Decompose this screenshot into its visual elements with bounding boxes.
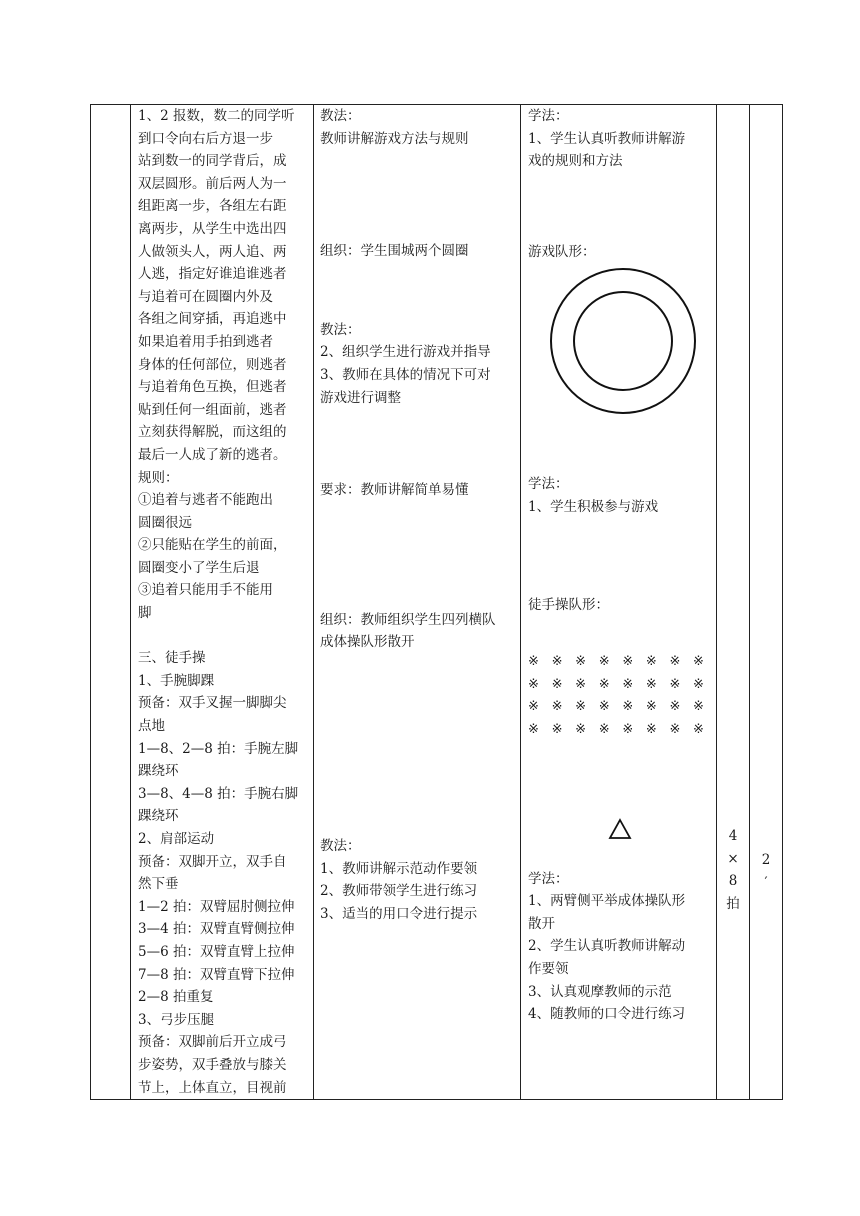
- student-mark-icon: ※: [575, 699, 587, 715]
- student-mark-icon: ※: [645, 721, 657, 737]
- content-line: ①追着与逃者不能跑出: [138, 492, 273, 509]
- content-line: 点地: [138, 718, 165, 735]
- student-mark-icon: ※: [693, 676, 704, 692]
- student-mark-icon: ※: [693, 654, 704, 670]
- student-mark-icon: ※: [551, 699, 563, 715]
- student-mark-icon: ※: [669, 654, 681, 670]
- student-mark-icon: ※: [528, 654, 539, 670]
- content-line: 三、徒手操: [138, 650, 206, 667]
- exercise-formation-label: 徒手操队形：: [528, 596, 609, 613]
- teacher-method-column: [314, 105, 521, 1100]
- student-mark-icon: ※: [528, 699, 539, 715]
- student-mark-icon: ※: [669, 676, 681, 692]
- content-line: 站到数一的同学背后，成: [138, 153, 287, 170]
- teacher-block-game-guidance: 教法： 2、组织学生进行游戏并指导 3、教师在具体的情况下可对 游戏进行调整: [320, 321, 491, 406]
- content-line: 各组之间穿插，再追逃中: [138, 311, 287, 328]
- content-line: 1、手腕脚踝: [138, 672, 215, 689]
- content-line: 人逃，指定好谁追谁逃者: [138, 266, 287, 283]
- content-line: 规则：: [138, 469, 179, 486]
- content-line: 如果追着用手拍到逃者: [138, 333, 273, 350]
- student-mark-icon: ※: [551, 654, 563, 670]
- count-beats: 8: [728, 873, 738, 890]
- student-block-participate: 学法： 1、学生积极参与游戏: [528, 476, 659, 515]
- content-line: [138, 625, 308, 648]
- content-line: 最后一人成了新的逃者。: [138, 446, 287, 463]
- student-mark-icon: ※: [575, 654, 587, 670]
- game-formation-label: 游戏队形：: [528, 243, 596, 260]
- content-line: 人做领头人，两人追、两: [138, 243, 287, 260]
- student-mark-icon: ※: [645, 676, 657, 692]
- content-line: 立刻获得解脱，而这组的: [138, 424, 287, 441]
- content-line: 与追着可在圆圈内外及: [138, 288, 273, 305]
- count-unit: 拍: [726, 895, 740, 912]
- time-value: 2: [761, 852, 771, 868]
- content-line: 贴到任何一组面前，逃者: [138, 401, 287, 418]
- four-row-formation-grid: [528, 651, 712, 741]
- student-mark-icon: ※: [622, 654, 634, 670]
- student-mark-icon: ※: [693, 721, 704, 737]
- content-line: 5—6 拍：双臂直臂上拉伸: [138, 943, 295, 960]
- content-line: 3—4 拍：双臂直臂侧拉伸: [138, 921, 295, 938]
- student-method-column: [521, 105, 717, 1100]
- content-line: 节上，上体直立，目视前: [138, 1079, 287, 1096]
- section-column: [91, 105, 131, 1100]
- content-line: 预备：双脚开立，双手自: [138, 853, 287, 870]
- content-line: 与追着角色互换，但逃者: [138, 379, 287, 396]
- content-line: 预备：双手叉握一脚脚尖: [138, 695, 287, 712]
- formation-row: [528, 696, 704, 719]
- student-mark-icon: ※: [598, 654, 610, 670]
- student-mark-icon: ※: [551, 676, 563, 692]
- teacher-block-exercise-method: 教法： 1、教师讲解示范动作要领 2、教师带领学生进行练习 3、适当的用口令进行提示: [320, 837, 478, 922]
- content-line: 3—8、4—8 拍：手腕右脚: [138, 785, 299, 802]
- student-mark-icon: ※: [622, 721, 634, 737]
- count-column: [717, 105, 750, 1100]
- content-line: 组距离一步，各组左右距: [138, 198, 287, 215]
- student-mark-icon: ※: [645, 654, 657, 670]
- count-times-sign: ×: [727, 850, 739, 867]
- content-column: [131, 105, 314, 1100]
- content-line: 到口令向右后方退一步: [138, 130, 273, 147]
- content-line: 7—8 拍：双臂直臂下拉伸: [138, 966, 295, 983]
- content-line: 2、肩部运动: [138, 831, 215, 847]
- content-line: 然下垂: [138, 876, 179, 893]
- content-line: 3、弓步压腿: [138, 1011, 215, 1028]
- content-line: 踝绕环: [138, 808, 179, 825]
- content-line: 踝绕环: [138, 763, 179, 780]
- student-mark-icon: ※: [669, 699, 681, 715]
- formation-row: [528, 651, 704, 674]
- teacher-block-organize-circles: 组织：学生围城两个圆圈: [320, 243, 469, 260]
- content-line: 离两步，从学生中选出四: [138, 220, 287, 237]
- content-line: 脚: [138, 605, 152, 622]
- time-unit: ′: [764, 874, 768, 891]
- student-mark-icon: ※: [528, 676, 539, 692]
- content-line: 圆圈变小了学生后退: [138, 559, 260, 576]
- teacher-block-organize-exercise: 组织：教师组织学生四列横队 成体操队形散开: [320, 611, 496, 651]
- student-mark-icon: ※: [645, 699, 657, 715]
- student-mark-icon: ※: [598, 699, 610, 715]
- teacher-block-intro: 教法： 教师讲解游戏方法与规则: [320, 108, 469, 147]
- student-mark-icon: ※: [622, 699, 634, 715]
- student-mark-icon: ※: [598, 676, 610, 692]
- student-mark-icon: ※: [622, 676, 634, 692]
- content-line: 步姿势，双手叠放与膝关: [138, 1056, 287, 1073]
- content-line: ②只能贴在学生的前面，: [138, 537, 287, 554]
- formation-row: [528, 674, 704, 697]
- content-line: 身体的任何部位，则逃者: [138, 356, 287, 373]
- content-line: 1—2 拍：双臂屈肘侧拉伸: [138, 898, 295, 915]
- student-mark-icon: ※: [693, 699, 704, 715]
- double-circle-formation-icon: [549, 267, 697, 415]
- student-mark-icon: ※: [528, 721, 539, 737]
- teacher-block-requirement: 要求：教师讲解简单易懂: [320, 482, 469, 499]
- content-line: 1—8、2—8 拍：手腕左脚: [138, 740, 299, 757]
- content-line: 预备：双脚前后开立成弓: [138, 1034, 287, 1051]
- content-line: 圆圈很远: [138, 514, 192, 531]
- triangle-icon: [608, 818, 632, 840]
- count-value: 4: [728, 828, 738, 844]
- lesson-plan-sheet: [90, 104, 782, 1097]
- student-mark-icon: ※: [575, 721, 587, 737]
- time-column: [750, 105, 783, 1100]
- content-line: 1、2 报数，数二的同学听: [138, 108, 295, 124]
- content-line: 双层圆形。前后两人为一: [138, 175, 287, 192]
- lesson-plan-table: [90, 104, 783, 1100]
- student-mark-icon: ※: [575, 676, 587, 692]
- content-line: ③追着只能用手不能用: [138, 582, 273, 599]
- content-line: 2—8 拍重复: [138, 989, 214, 1006]
- student-block-listen: 学法： 1、学生认真听教师讲解游 戏的规则和方法: [528, 108, 686, 170]
- student-mark-icon: ※: [669, 721, 681, 737]
- formation-row: [528, 719, 704, 742]
- student-mark-icon: ※: [551, 721, 563, 737]
- student-block-exercise: 学法： 1、两臂侧平举成体操队形 散开 2、学生认真听教师讲解动 作要领 3、认真观摩教师的示范 4、随教师的口令进行练习: [528, 870, 686, 1023]
- student-mark-icon: ※: [598, 721, 610, 737]
